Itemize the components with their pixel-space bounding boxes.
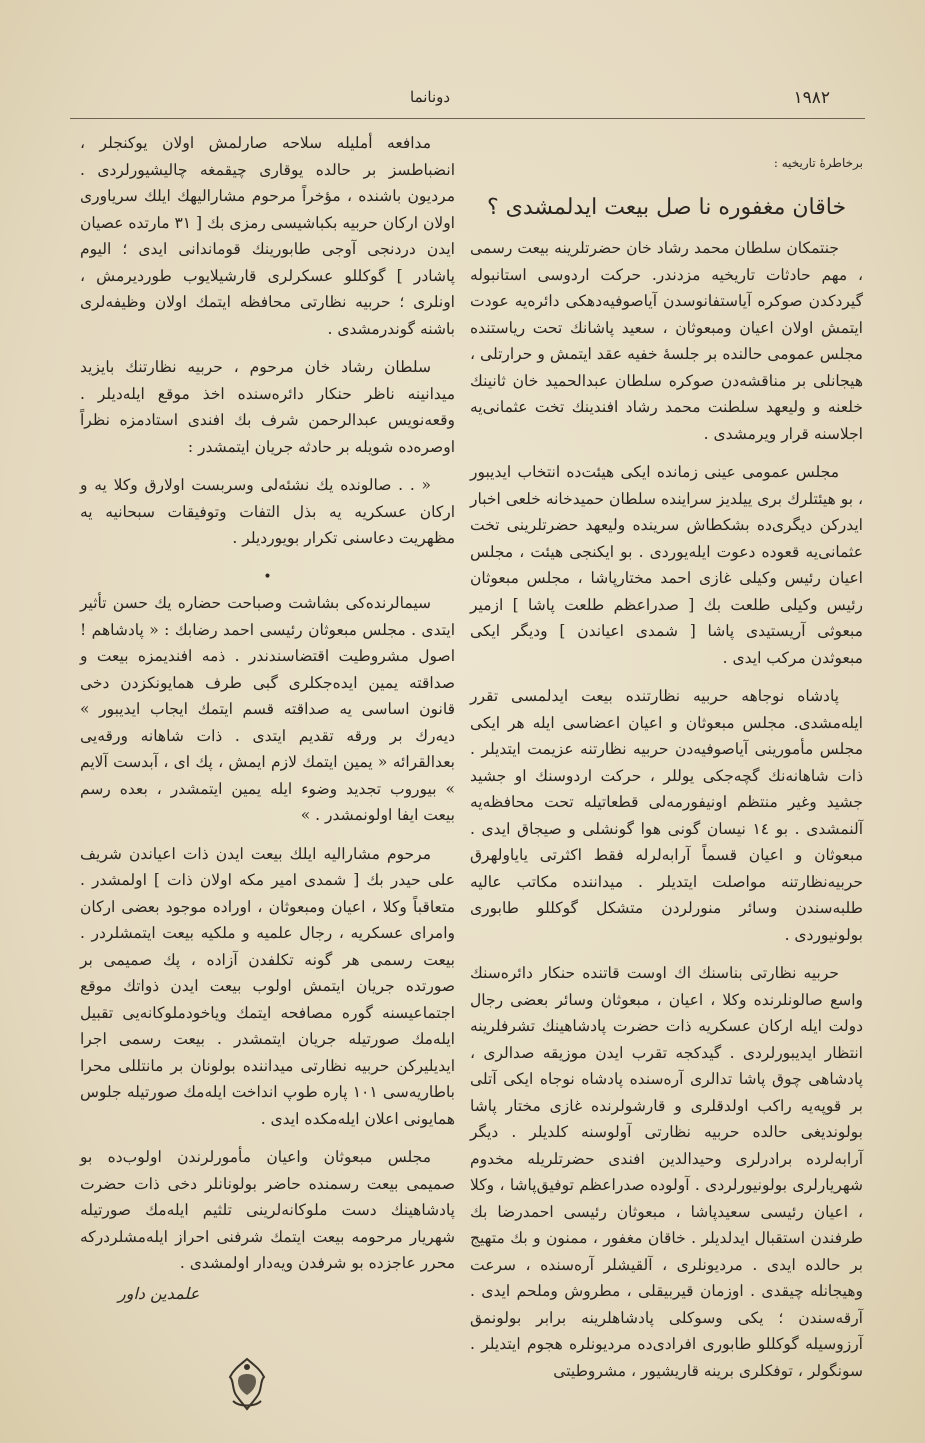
separator-dot: • xyxy=(263,568,272,585)
article-left-column xyxy=(80,130,455,1289)
paragraph: پادشاه نوجاهه حربیه نظارتنده بیعت ایدلمسی تقرر ایله‌مشدی. مجلس مبعوثان و اعیان اعضاسی ایله هر ایکی مجلس مأمورینی آیاصوفیه‌دن حربیه نظارتنه عزیمت ایتدیلر . ذات شاهانه‌نك گچه‌جکی یوللر ، حرکت اردوسنك او جشید جشید وغیر منتظم اونیفورمه‌لی قطعاتیله تحت محافظه‌یه آلنمشدی . بو ١٤ نیسان گونی هوا گونشلی و صیجاق ایدی . مبعوثان و اعیان قسماً آرابه‌لرله فقط اکثرتی یایاولهرق حربیه‌نظارتنه مواصلت ایتدیلر . میداننده مکاتب عالیه طلبه‌سندن وسائر منورلردن متشکل گوکللو طابوری بولونیوردی . xyxy=(470,687,863,944)
article-title: خاقان مغفوره نا صل بیعت ایدلمشدی ؟ xyxy=(486,194,847,220)
paragraph: جنتمکان سلطان محمد رشاد خان حضرتلرینه بیعت رسمی ، مهم حادثات تاریخیه مزدندر. حرکت اردوسی استانبوله گیردکدن صوکره آیاستفانوسدن آیاصوفیه‌دهکی دائره‌یه عودت ایتمش اولان اعیان ومبعوثان ، سعید پاشانك تحت ریاستنده مجلس عمومی حالنده بر جلسهٔ خفیه عقد ایتمش و حرارتلی ، هیجانلی بر مناقشه‌دن صوکره سلطان عبدالحمید خان ثانینك خلعنه و ولیعهد سلطنت محمد رشاد افندینك تخت عثمانی‌یه اجلاسنه قرار ویرمشدی . xyxy=(470,239,863,443)
article-right-column xyxy=(470,150,863,1396)
paragraph: مدافعه أملیله سلاحه صارلمش اولان یوکنجلر ، انضباطسز بر حالده یوقاری چیقمغه چالیشیورلردی . مردیون باشنده ، مؤخراً مرحوم مشارالیهك ایلك سرياوری اولان ارکان حربیه بکباشیسی رمزی بك [ ٣١ مارتده عصیان ایدن دردنجی آوجی طابورینك قوماندانی ایدی ؛ الیوم پاشادر ] گوکللو عسکرلری قارشیلایوب طوردیرمش ، اونلری ؛ حربیه نظارتی محافظه ایتمك اولان وظیفه‌لری باشنه گوندرمشدی . xyxy=(80,134,455,338)
paragraph: مرحوم مشارالیه ایلك بیعت ایدن ذات اعیاندن شریف علی حیدر بك [ شمدی امیر مکه اولان ذات ] اولمشدر . متعاقباً وکلا ، اعیان ومبعوثان ، اوراده موجود بعضی ارکان وامرای عسکریه ، رجال علمیه و ملکیه بیعت ایتمشلردر . بیعت رسمی هر گونه تکلفدن آزاده ، پك صمیمی بر صورتده جریان ایتمش اولوب بیعت ایدن ذواتك موقع اجتماعیسنه گوره مصافحه ایتمك ویاخودملوکانه‌یی تقبیل ایله‌مك صورتیله جریان ایتمشدر . بیعت رسمی اجرا ایدیلیرکن حربیه نظارتی میداننده بولونان بر مانتللی محرا باطاریه‌سی ١٠١ پاره طوپ انداخت ایله‌مك صورتیله جلوس همایونی اعلان ایله‌مکده ایدی . xyxy=(80,844,456,1128)
ornamental-emblem-icon xyxy=(224,1355,270,1417)
paragraph: مجلس مبعوثان واعیان مأمورلرندن اولوب‌ده بو صمیمی بیعت رسمنده حاضر بولونانلر دخی ذات حضرت پادشاهینك دست ملوکانه‌لرینی تلثیم ایله‌مك صورتیله شهریار مرحومه بیعت ایتمك شرفنی احراز ایله‌مشلردرکه محرر عاجزده بو شرفدن ویه‌دار اولمشدی . xyxy=(80,1148,455,1272)
running-title: دونانما xyxy=(410,88,451,106)
paragraph: « . . صالونده یك نشئه‌لی وسربست اولارق وکلا یه و ارکان عسکریه یه بذل التفات وتوفیقات سبحانیه یه مظهریت دعاسنی تکرار بویوردیلر . xyxy=(80,476,455,547)
paragraph: حربیه نظارتی بناسنك اك اوست قاتنده حنکار دائره‌سنك واسع صالونلرنده وکلا ، اعیان ، مبعوثان وسائر بعضی رجال دولت ایله ارکان عسکریه ذات حضرت پادشاهینك تشرفلرینه انتظار ایدیبورلردی . گیدکجه تقرب ایدن موزیقه صدالری ، پادشاهی چوق پاشا تدالری آره‌سنده پادشاه نوجاه ایکی آتلی بر قوپه‌یه راکب اولدقلری و قارشولرنده غازی مختار پاشا بولوندیغی حالده حربیه نظارتی آولوسنه کلدیلر . دیگر آرابه‌لرده برادرلری وحیدالدین افندی حضرتلریله مخدوم شهریارلری بولونیورلردی . آولوده صدراعظم توفیق‌پاشا ، وکلا ، اعیان رئیسی سعیدپاشا ، مبعوثان رئیسی احمدرضا بك طرفندن استقبال ایدلدیلر . خاقان مغفور ، ممنون و بك متهیج بر حالده ایدی . مردیونلری ، آلقیشلر آره‌سنده ، سرعت وهیجانله چیقدی . اوزمان قیربیقلی ، مطروش وملحم ایدی . آرقه‌سندن ؛ یکی وسوکلی پادشاهلرینه برابر بولونمق آرزوسیله گوکللو طابوری افرادی‌ده مردیونلره هجوم ایتدیلر . سونگولر ، توفکلری برینه قاریشیور ، مشروطیتی xyxy=(470,964,863,1380)
author-signature: علمدین داور xyxy=(118,1284,200,1303)
paragraph: سلطان رشاد خان مرحوم ، حربیه نظارتنك بایزید میدانینه ناظر حنکار دائره‌سنده اخذ موقع ایله‌دیلر . وقعه‌نویس عبدالرحمن شرف بك افندی استادمزه نظراً اوصره‌ده شویله بر حادثه جریان ایتمشدر : xyxy=(80,358,455,456)
header-rule xyxy=(70,118,865,119)
paragraph: مجلس عمومی عینی زمانده ایکی هیئت‌ده انتخاب ایدیبور ، بو هیئتلرك بری ییلدیز سراینده سلطان حمیدخانه خلعی اخبار ایدرکن دیگری‌ده بشکطاش سرینده ولیعهد حضرتلرینی تخت عثمانی‌یه قعوده دعوت ایله‌یوردی . بو ایکنجی هیئت ، مجلس اعیان رئیس وکیلی غازی احمد مختارپاشا ، مجلس مبعوثان رئیس وکیلی طلعت بك [ صدراعظم طلعت پاشا ] ازمیر مبعوثی آریستیدی پاشا [ شمدی اعیاندن ] ودیگر ایکی مبعوثدن مرکب ایدی . xyxy=(470,463,863,667)
paragraph: سیمالرنده‌کی بشاشت وصباحت حضاره یك حسن تأثیر ایتدی . مجلس مبعوثان رئیسی احمد رضابك : « پادشاهم ! اصول مشروطیت اقتضاسندندر . ذمه افندیمزه بیعت و صداقته یمین ایده‌جکلری گبی طرف همایونکزدن دخی قانون اساسی یه صداقته قسم ایتمك ایجاب ایدیبور » دیه‌رك بر ورقه تقدیم ایتدی . ذات شاهانه ورقه‌یی بعدالقرائه « یمین ایتمك لازم ایمش ، پك ای ، آبدست آلایم » بیوروب تجدید وضوء ایله یمین ایتمشدر ، بعده رسم بیعت ایفا اولونمشدر . » xyxy=(80,594,455,824)
page-header xyxy=(0,88,925,118)
page-number: ١٩٨٢ xyxy=(793,88,830,108)
section-label: برخاطرهٔ تاریخیه : xyxy=(773,156,863,170)
